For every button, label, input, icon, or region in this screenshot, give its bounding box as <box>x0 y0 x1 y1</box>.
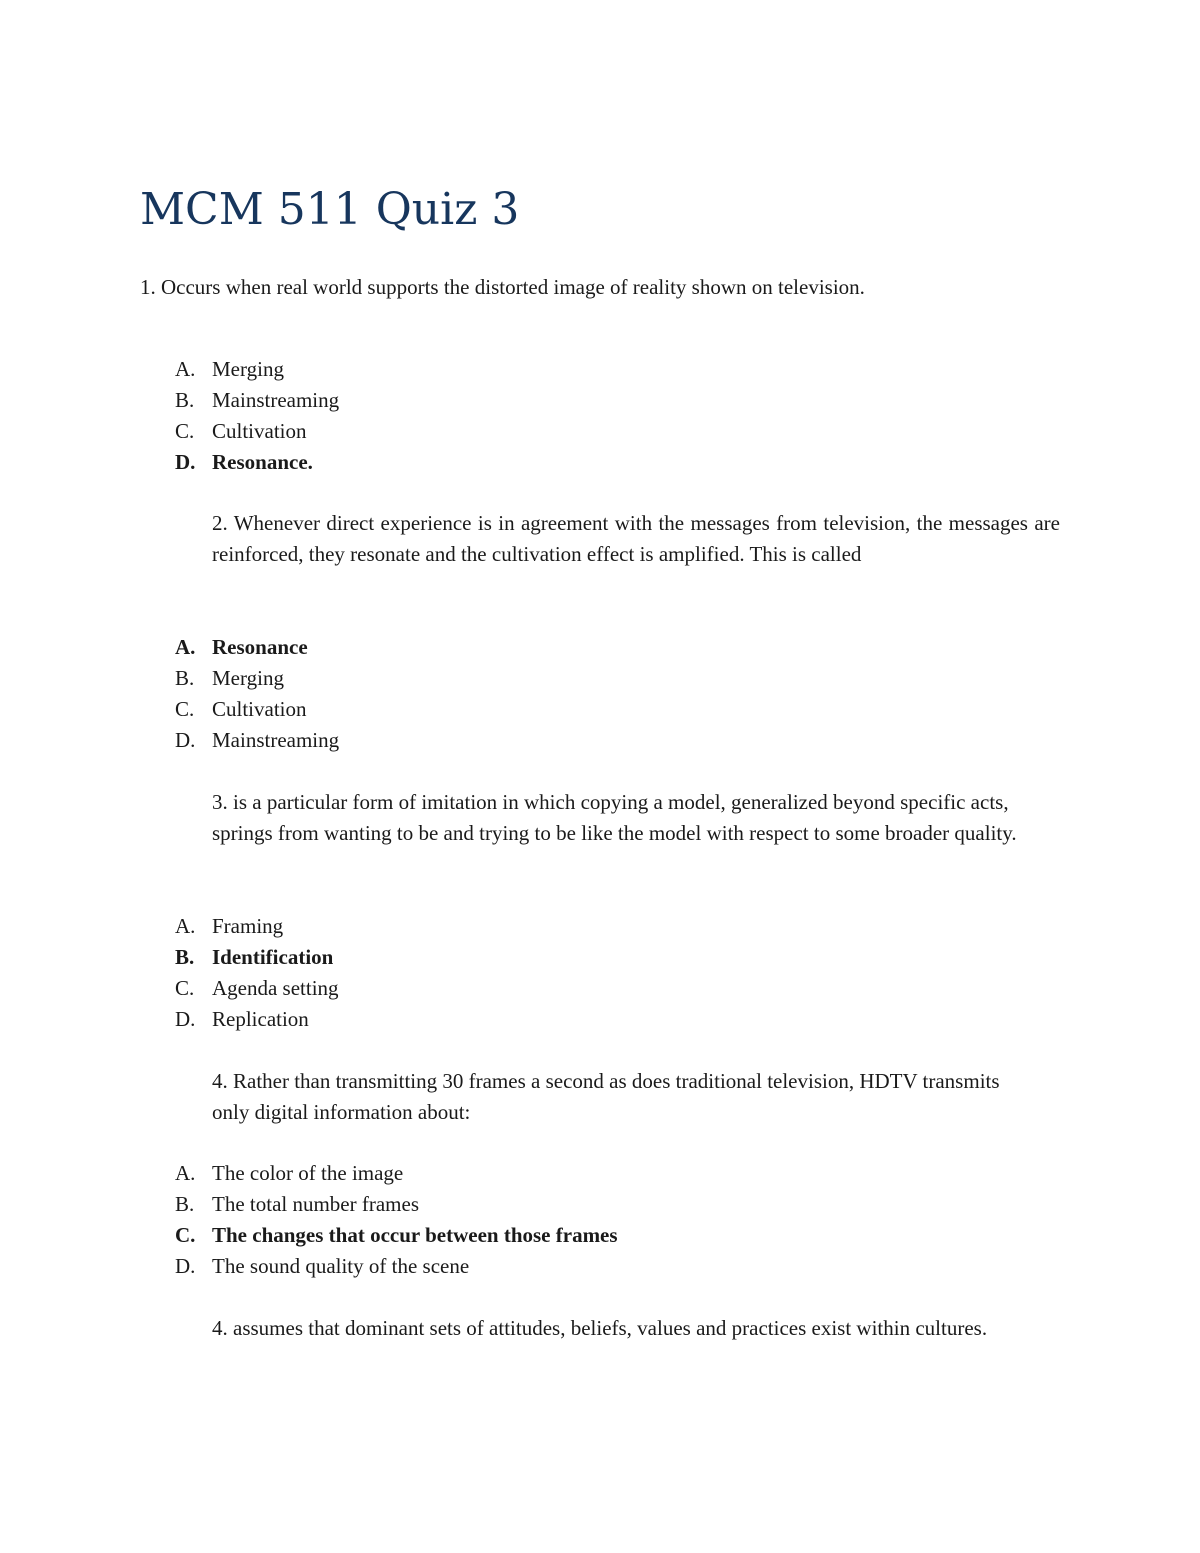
question-1-text: 1. Occurs when real world supports the distorted image of reality shown on television. <box>140 275 865 299</box>
question-3-options <box>175 911 339 1035</box>
option-letter: C. <box>175 419 195 443</box>
option-letter: A. <box>175 635 196 659</box>
option-a-correct <box>175 632 339 663</box>
option-text: Resonance <box>212 635 308 659</box>
option-letter: B. <box>175 388 195 412</box>
option-letter: C. <box>175 976 195 1000</box>
option-letter: D. <box>175 728 196 752</box>
option-b-correct <box>175 942 339 973</box>
option-text: Identification <box>212 945 334 969</box>
option-text: The changes that occur between those frames <box>212 1223 618 1247</box>
option-text: Cultivation <box>212 419 307 443</box>
option-letter: D. <box>175 1007 196 1031</box>
option-d <box>175 725 339 756</box>
option-letter: A. <box>175 914 196 938</box>
option-text: Cultivation <box>212 697 307 721</box>
option-letter: C. <box>175 697 195 721</box>
option-text: Resonance. <box>212 450 313 474</box>
option-b <box>175 1189 618 1220</box>
option-letter: A. <box>175 357 196 381</box>
option-letter: D. <box>175 450 196 474</box>
option-letter: D. <box>175 1254 196 1278</box>
option-text: Mainstreaming <box>212 728 340 752</box>
option-text: The total number frames <box>212 1192 420 1216</box>
option-d-correct <box>175 447 339 478</box>
option-letter: B. <box>175 945 195 969</box>
question-3-text: 3. is a particular form of imitation in which copying a model, generalized beyond specific acts, springs from wanting to be and trying to be like the model with respect to some broader quality. <box>212 790 1017 845</box>
option-letter: A. <box>175 1161 196 1185</box>
option-a <box>175 354 339 385</box>
option-letter: B. <box>175 1192 195 1216</box>
question-2-text: 2. Whenever direct experience is in agreement with the messages from television, the messages are reinforced, they resonate and the cultivation effect is amplified. This is called <box>212 511 1060 566</box>
option-c <box>175 973 339 1004</box>
question-2-options <box>175 632 339 756</box>
option-text: The sound quality of the scene <box>212 1254 470 1278</box>
option-text: Replication <box>212 1007 309 1031</box>
option-text: Merging <box>212 666 284 690</box>
option-c <box>175 416 339 447</box>
option-d <box>175 1251 618 1282</box>
question-1-options <box>175 354 339 478</box>
option-text: The color of the image <box>212 1161 404 1185</box>
option-c-correct <box>175 1220 618 1251</box>
option-text: Mainstreaming <box>212 388 340 412</box>
option-b <box>175 663 339 694</box>
question-4-options <box>175 1158 618 1282</box>
option-b <box>175 385 339 416</box>
option-a <box>175 1158 618 1189</box>
document-title: MCM 511 Quiz 3 <box>140 184 520 235</box>
option-text: Framing <box>212 914 284 938</box>
option-letter: B. <box>175 666 195 690</box>
option-text: Agenda setting <box>212 976 339 1000</box>
option-text: Merging <box>212 357 284 381</box>
option-c <box>175 694 339 725</box>
option-letter: C. <box>175 1223 196 1247</box>
option-a <box>175 911 339 942</box>
option-d <box>175 1004 339 1035</box>
question-4-text: 4. Rather than transmitting 30 frames a second as does traditional television, HDTV transmits only digital information about: <box>212 1069 1000 1124</box>
question-5-text: 4. assumes that dominant sets of attitudes, beliefs, values and practices exist within cultures. <box>212 1316 988 1340</box>
